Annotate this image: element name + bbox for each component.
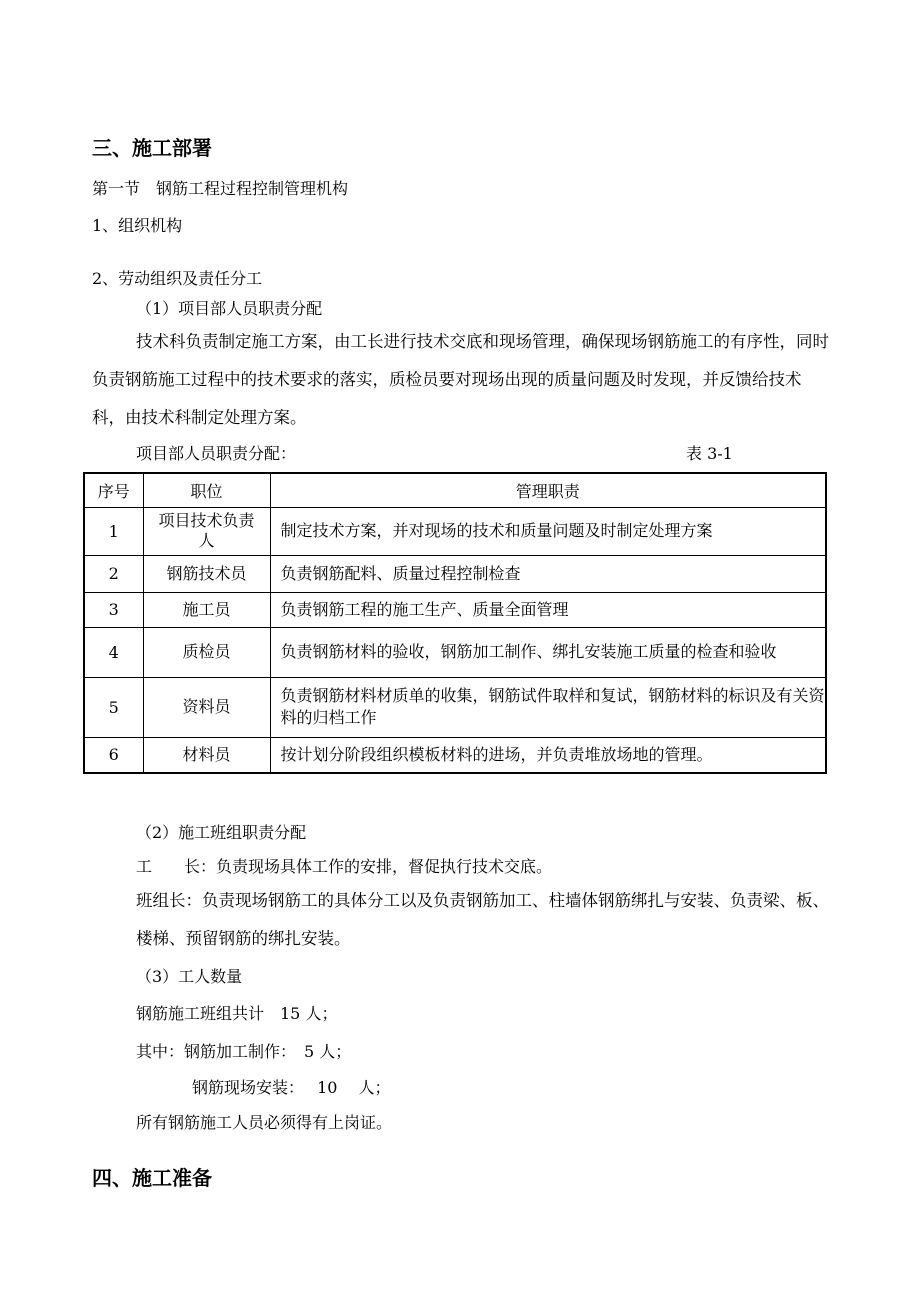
header-duty: 管理职责 (270, 473, 826, 507)
table-row (84, 627, 826, 677)
team-leader-text: 班组长：负责现场钢筋工的具体分工以及负责钢筋加工、柱墙体钢筋绑扎与安装、负责梁、板、楼梯、预留钢筋的绑扎安装。 (136, 891, 829, 948)
row-duty: 负责钢筋材料材质单的收集，钢筋试件取样和复试，钢筋材料的标识及有关资料的归档工作 (270, 677, 826, 737)
sub-2-title: （2）施工班组职责分配 (136, 823, 307, 842)
table-row (84, 555, 826, 592)
row-duty: 负责钢筋配料、质量过程控制检查 (270, 555, 826, 592)
row-position: 项目技术负责人 (143, 507, 270, 555)
table-row (84, 737, 826, 773)
para-responsibilities: 技术科负责制定施工方案，由工长进行技术交底和现场管理，确保现场钢筋施工的有序性，同时负责钢筋施工过程中的技术要求的落实，质检员要对现场出现的质量问题及时发现，并反馈给技术科，由技术科制定处理方案。 (92, 332, 829, 427)
row-no: 2 (84, 555, 143, 592)
row-position: 资料员 (143, 677, 270, 737)
section-3-title: 三、施工部署 (92, 136, 212, 160)
row-no: 5 (84, 677, 143, 737)
row-no: 3 (84, 592, 143, 627)
row-no: 4 (84, 627, 143, 677)
row-position: 钢筋技术员 (143, 555, 270, 592)
sub-3-title: （3）工人数量 (136, 967, 243, 986)
item-2-labor: 2、劳动组织及责任分工 (92, 269, 263, 288)
row-position: 质检员 (143, 627, 270, 677)
count-fabrication: 其中：钢筋加工制作： 5 人； (136, 1042, 352, 1061)
table-row (84, 507, 826, 555)
row-no: 1 (84, 507, 143, 555)
row-position: 材料员 (143, 737, 270, 773)
foreman-duty: 工 长：负责现场具体工作的安排，督促执行技术交底。 (136, 857, 553, 876)
table-number: 表 3-1 (686, 444, 733, 463)
header-no: 序号 (84, 473, 143, 507)
table-row (84, 592, 826, 627)
table-row (84, 677, 826, 737)
row-position: 施工员 (143, 592, 270, 627)
table-header-row (84, 473, 826, 507)
certificate-note: 所有钢筋施工人员必须得有上岗证。 (136, 1113, 393, 1132)
table-caption: 项目部人员职责分配： (136, 444, 297, 463)
header-position: 职位 (143, 473, 270, 507)
item-1-org: 1、组织机构 (92, 216, 183, 235)
row-duty: 负责钢筋工程的施工生产、质量全面管理 (270, 592, 826, 627)
section-4-title: 四、施工准备 (92, 1166, 212, 1190)
count-site-install: 钢筋现场安装： 10 人； (192, 1078, 391, 1097)
chapter-1-title: 第一节 钢筋工程过程控制管理机构 (92, 179, 349, 198)
row-duty: 按计划分阶段组织模板材料的进场，并负责堆放场地的管理。 (270, 737, 826, 773)
row-duty: 制定技术方案，并对现场的技术和质量问题及时制定处理方案 (270, 507, 826, 555)
duty-table (83, 472, 827, 774)
row-no: 6 (84, 737, 143, 773)
team-leader-duty (136, 882, 832, 958)
count-total: 钢筋施工班组共计 15 人； (136, 1004, 338, 1023)
row-duty: 负责钢筋材料的验收，钢筋加工制作、绑扎安装施工质量的检查和验收 (270, 627, 826, 677)
sub-1-title: （1）项目部人员职责分配 (136, 299, 323, 318)
